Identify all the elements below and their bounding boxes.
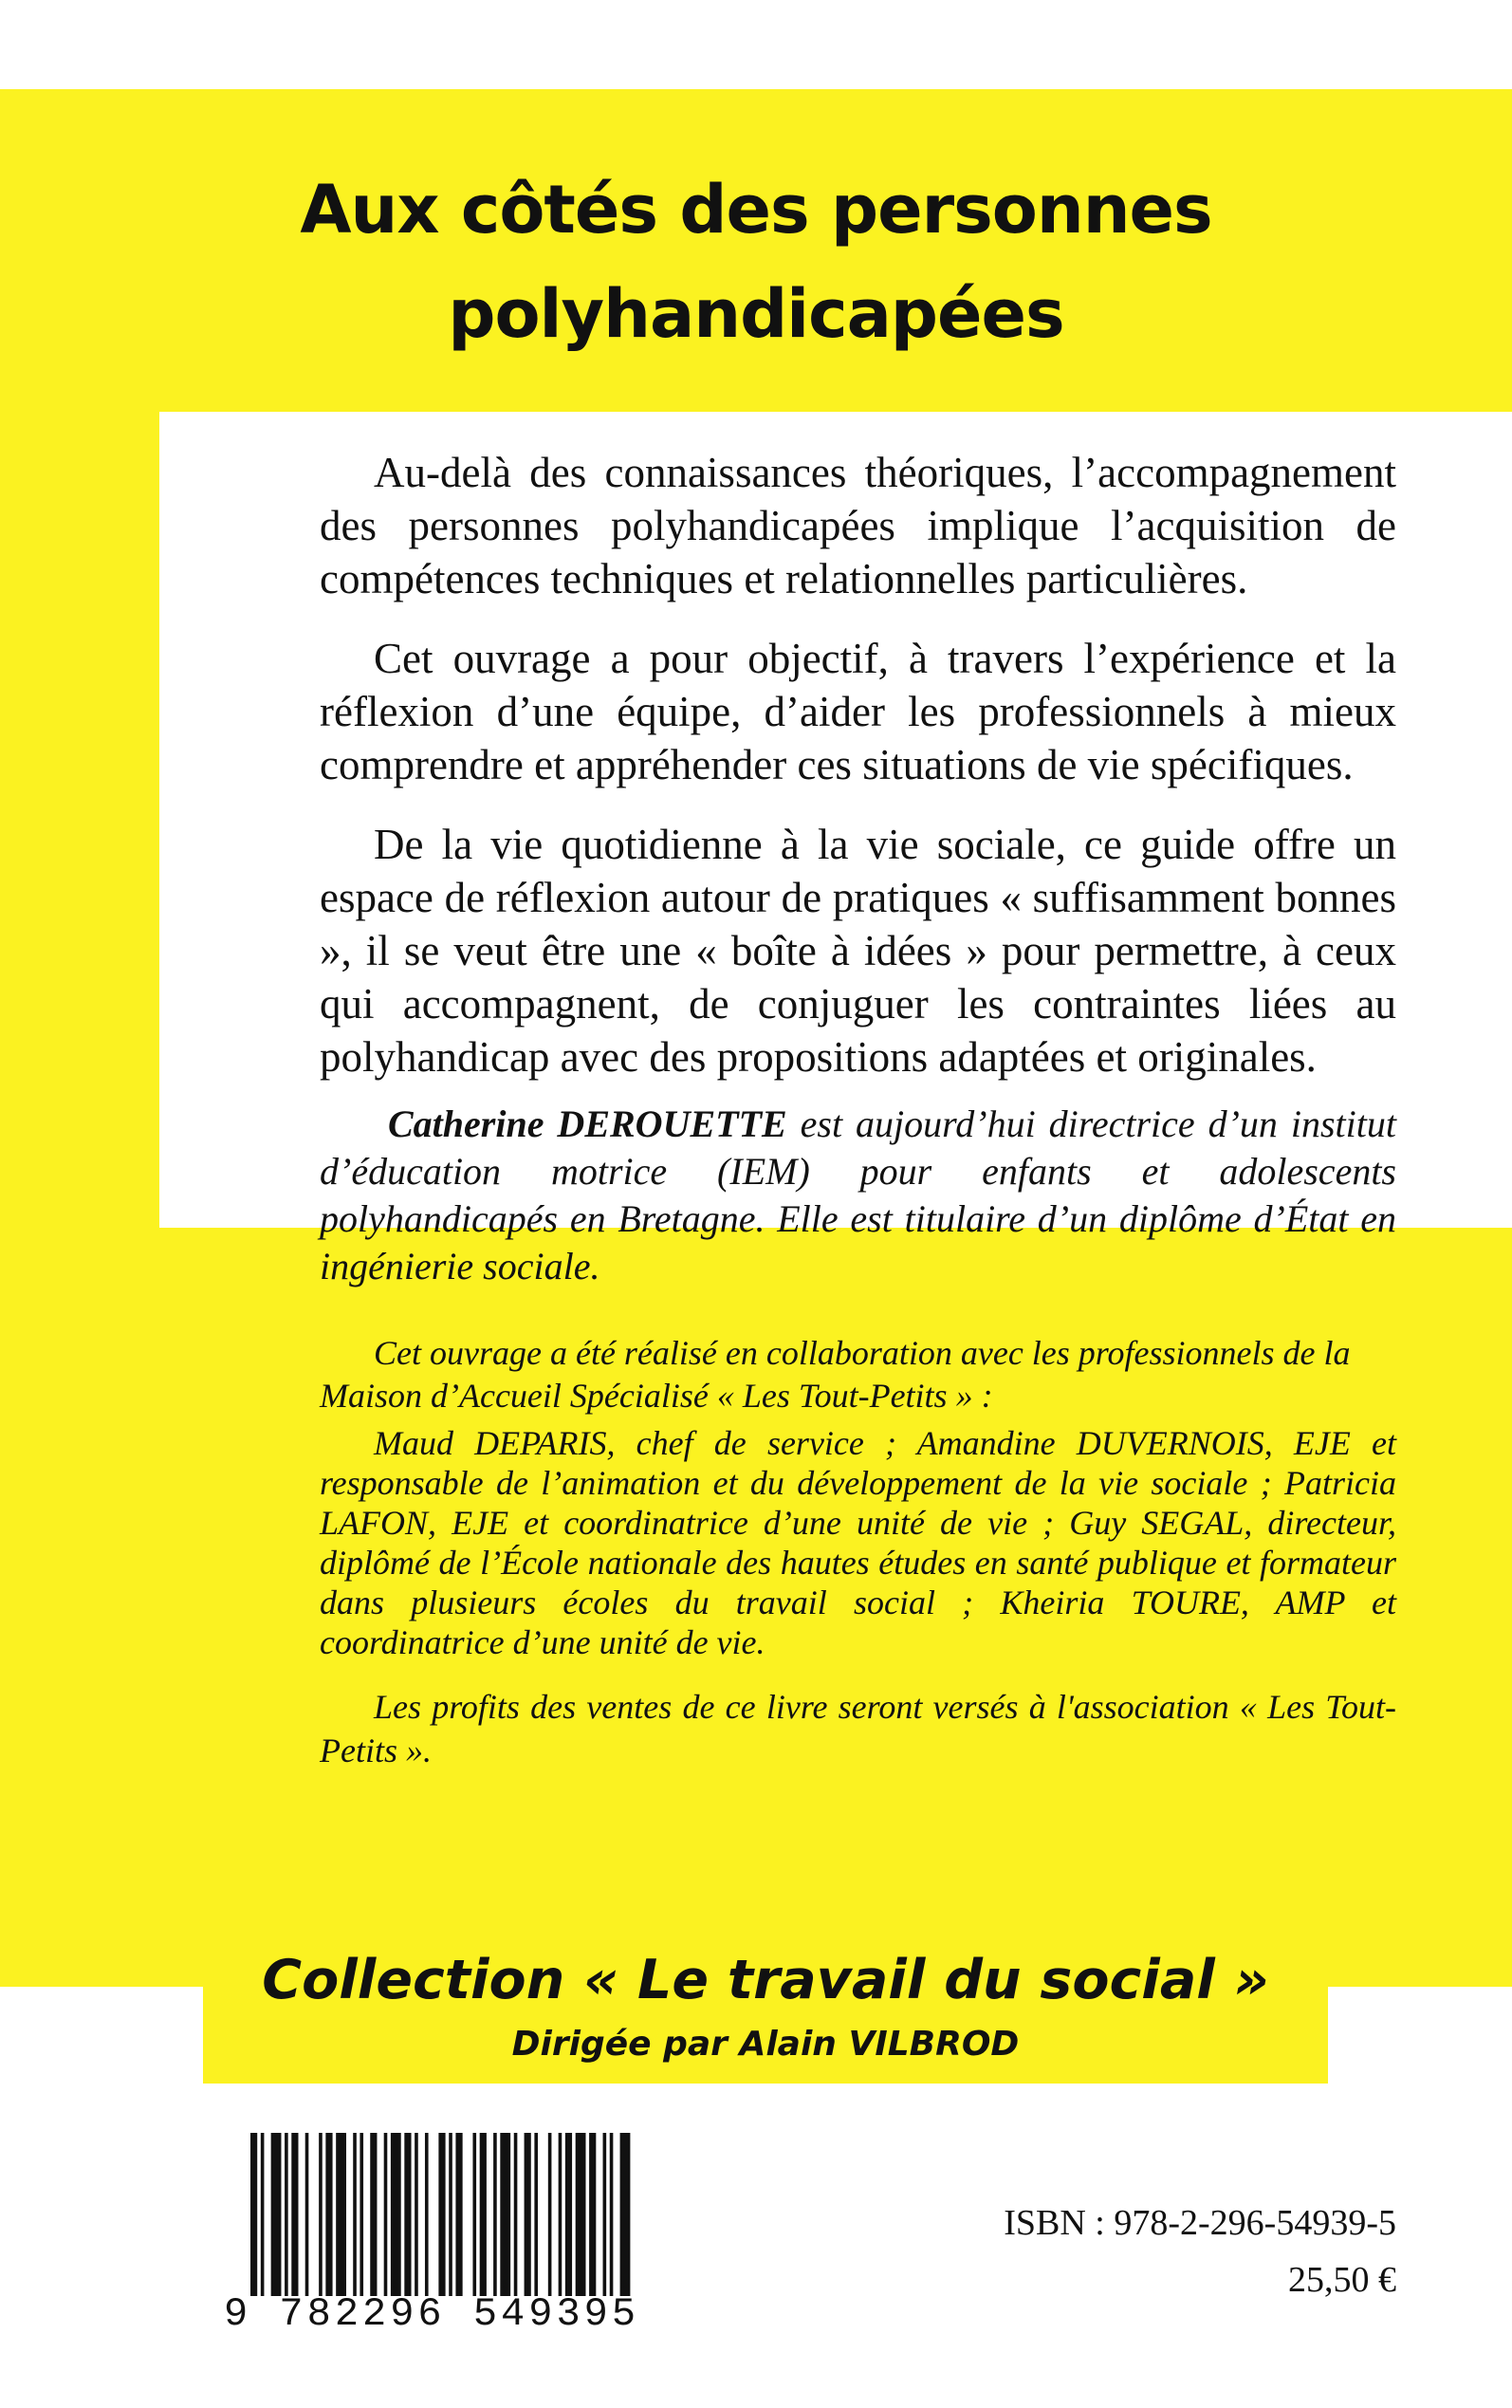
barcode-bar [291,2133,298,2296]
barcode-bar [455,2133,462,2296]
barcode [224,2133,640,2337]
barcode-bar [384,2133,388,2296]
profits-note: Les profits des ventes de ce livre seront versés à l'association « Les Tout-Petits ». [320,1688,1396,1769]
body-paragraph-1: Au-delà des connaissances théoriques, l’accompagnement des personnes polyhandicapées implique l’acquisition de compétences techniques et relationnelles particulières. [320,449,1396,602]
barcode-bar [285,2133,288,2296]
barcode-bar [353,2133,357,2296]
price: 25,50 € [1288,2260,1396,2300]
barcode-bar [336,2133,346,2296]
barcode-bar [449,2133,452,2296]
barcode-bar [305,2133,309,2296]
left-yellow-bar [0,412,159,1228]
barcode-bar [319,2133,323,2296]
barcode-bar [534,2133,538,2296]
barcode-bar [250,2133,257,2296]
barcode-bar [480,2133,487,2296]
barcode-bar [404,2133,411,2296]
author-bio [320,1101,1396,1290]
barcode-bar [325,2133,332,2296]
barcode-bar [610,2133,614,2296]
barcode-bar [500,2133,510,2296]
body-paragraph-3: De la vie quotidienne à la vie sociale, ce guide offre un espace de réflexion autour de pratiques « suffisamment bonnes », il se veut être une « boîte à idées » pour permettre, à ceux qui accompagnent, de conjuguer les contraintes liées au polyhandicap avec des propositions adaptées et originales. [320,821,1396,1081]
collaboration-names: Maud DEPARIS, chef de service ; Amandine DUVERNOIS, EJE et responsable de l’animation et du développement de la vie sociale ; Patricia LAFON, EJE et coordinatrice d’une unité de vie ; Guy SEGAL, directeur, diplômé de l’École nationale des hautes études en santé publique et formateur dans plusieurs écoles du travail social ; Kheiria TOURE, AMP et coordinatrice d’une unité de vie. [320,1424,1396,1661]
barcode-bar [472,2133,476,2296]
barcode-bar [576,2133,586,2296]
book-title-line1: Aux côtés des personnes [300,171,1212,249]
barcode-bar [525,2133,531,2296]
barcode-bar [271,2133,282,2296]
barcode-bars [250,2133,634,2296]
barcode-bar [360,2133,363,2296]
barcode-bar [391,2133,401,2296]
barcode-bar [514,2133,518,2296]
barcode-bar [261,2133,265,2296]
author-name: Catherine DEROUETTE [388,1102,787,1145]
collection-director: Dirigée par Alain VILBROD [511,2025,1020,2064]
barcode-bar [438,2133,445,2296]
barcode-bar [603,2133,607,2296]
barcode-bar [620,2133,631,2296]
collaboration-intro: Cet ouvrage a été réalisé en collaboration avec les professionnels de la Maison d’Accueil Spécialisé « Les Tout-Petits » : [320,1334,1351,1415]
barcode-bar [565,2133,572,2296]
isbn: ISBN : 978-2-296-54939-5 [1004,2203,1396,2243]
book-title-line2: polyhandicapées [448,275,1064,353]
barcode-digits: 9 782296 549395 [224,2291,640,2337]
barcode-bar [548,2133,552,2296]
barcode-bar [559,2133,562,2296]
barcode-bar [425,2133,429,2296]
barcode-bar [415,2133,418,2296]
barcode-bar [589,2133,596,2296]
book-title [0,157,1512,366]
collection-title: Collection « Le travail du social » [262,1949,1269,2011]
author-bio-text: est aujourd’hui directrice d’un institut d’éducation motrice (IEM) pour enfants et adolescents polyhandicapés en Bretagne. Elle est titulaire d’un diplôme d’État en ingénierie sociale. [320,1102,1397,1287]
barcode-bar [493,2133,497,2296]
body-paragraph-2: Cet ouvrage a pour objectif, à travers l’expérience et la réflexion d’une équipe, d’aider les professionnels à mieux comprendre et appréhender ces situations de vie spécifiques. [320,635,1396,788]
barcode-bar [370,2133,377,2296]
